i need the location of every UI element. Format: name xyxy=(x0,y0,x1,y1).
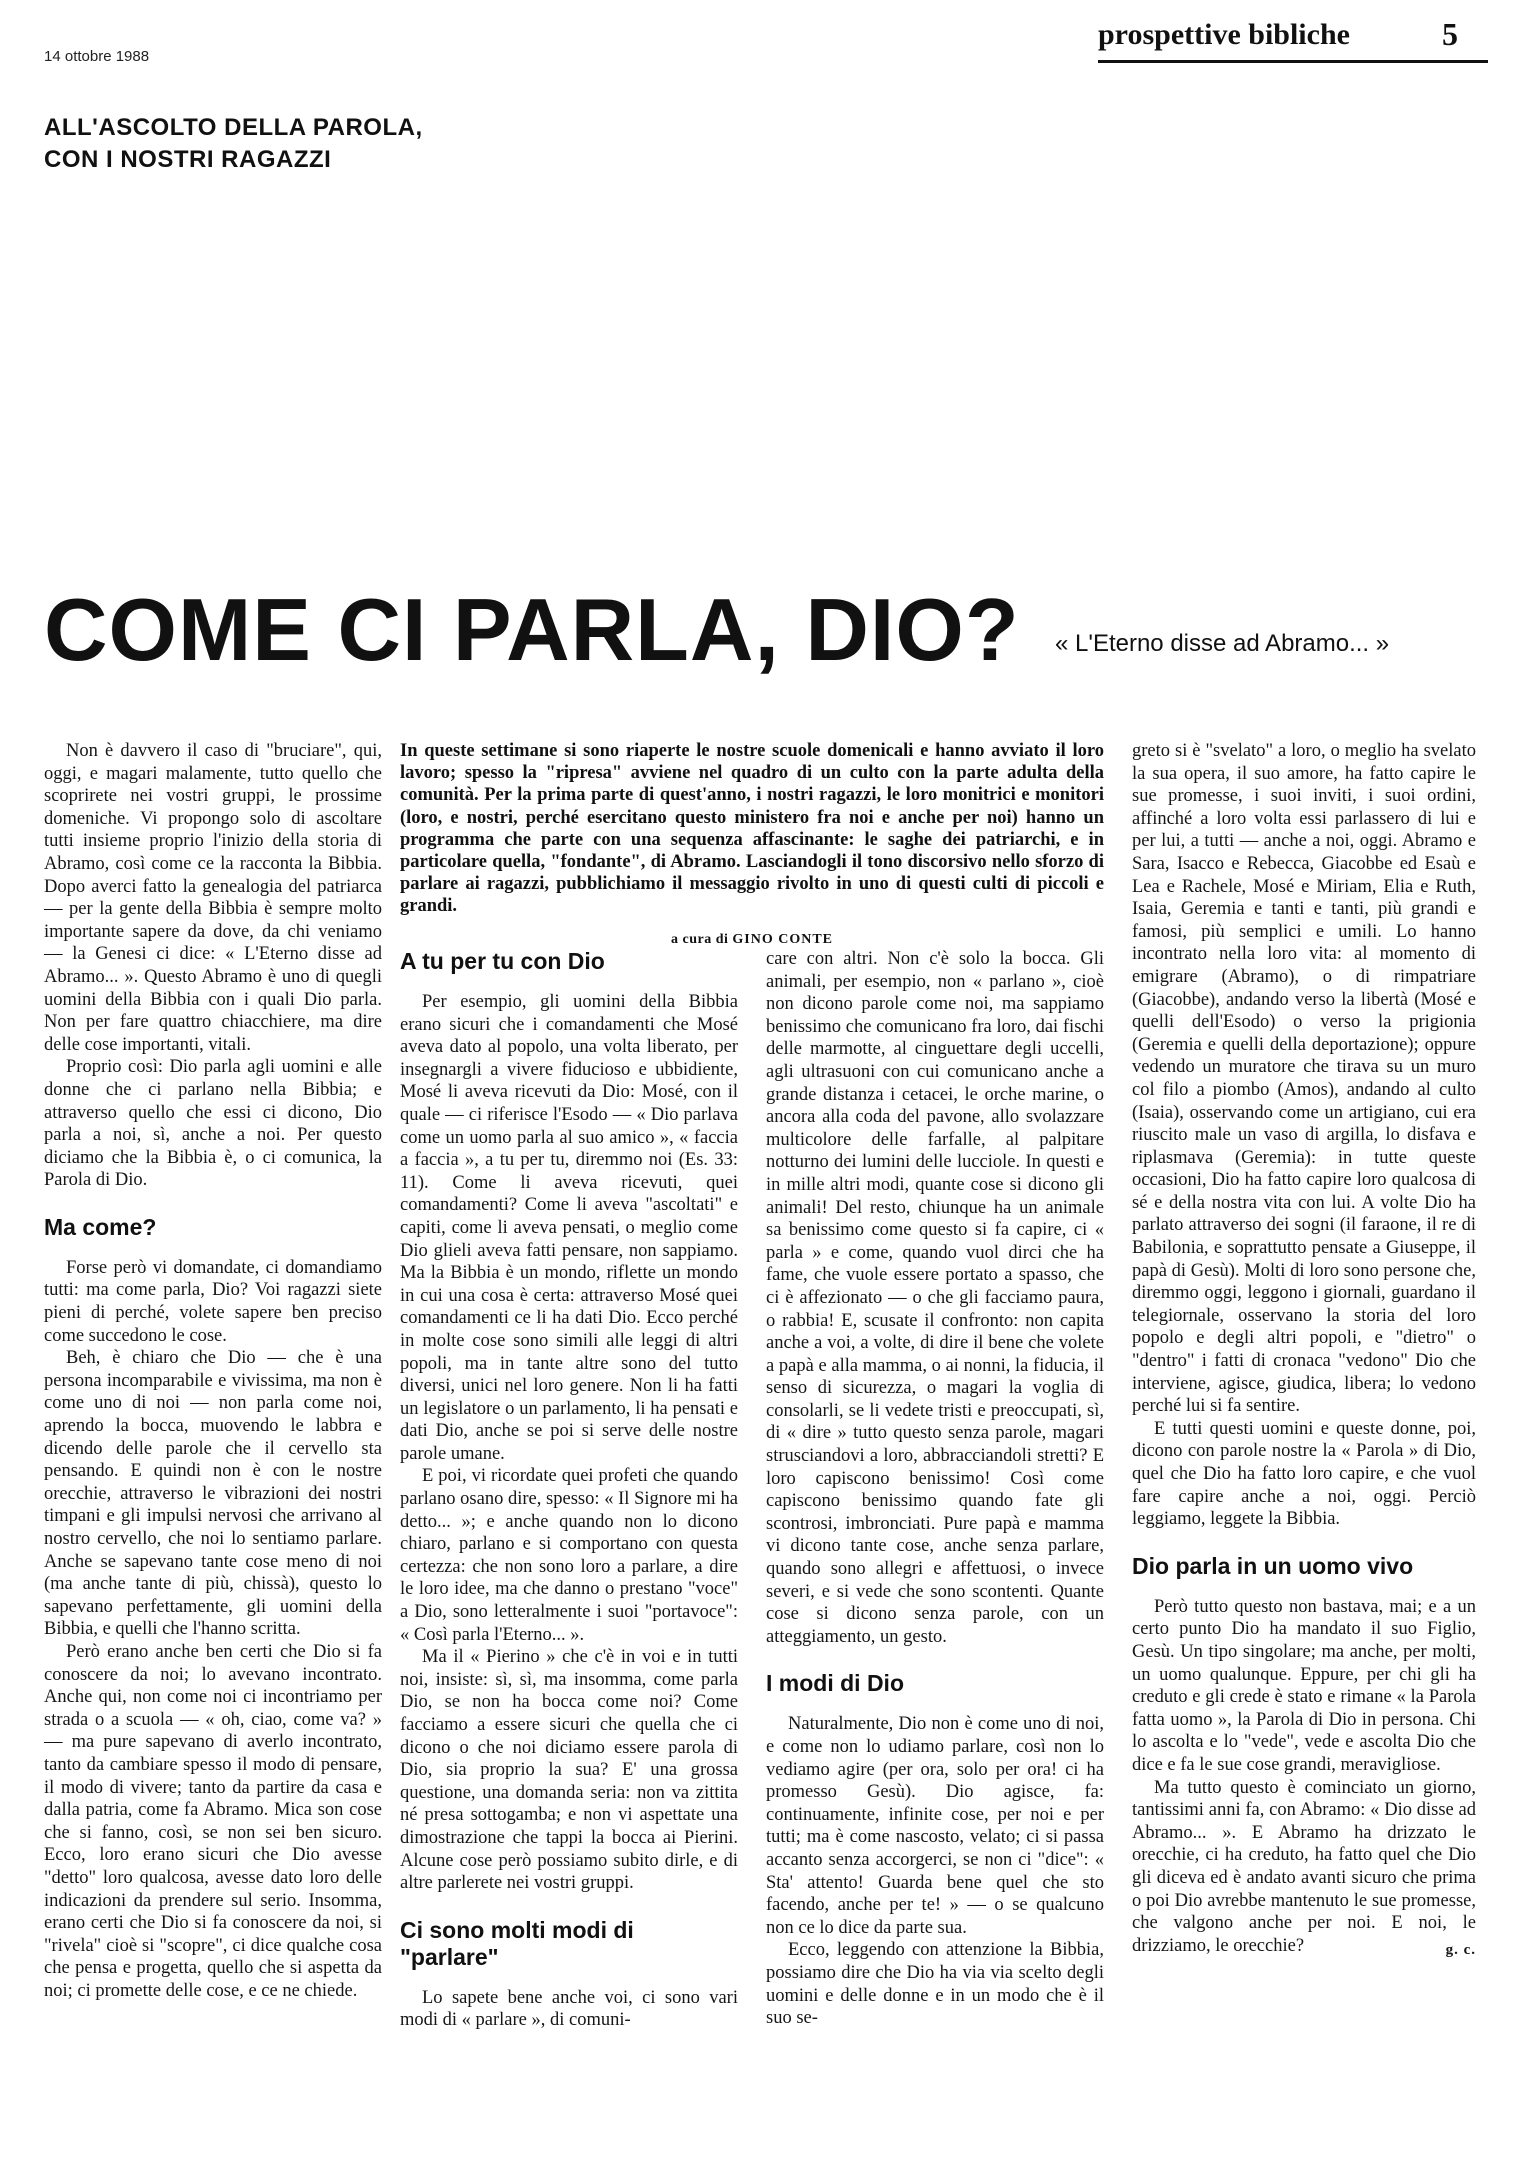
author-signature: g. c. xyxy=(1445,1942,1476,1959)
paragraph: Ecco, leggendo con attenzione la Bibbia, possiamo dire che Dio ha via via scelto degli uomini e delle donne e in un modo che è il suo se- xyxy=(766,1940,1104,2029)
column-4 xyxy=(1132,740,1476,1962)
paragraph: Ma il « Pierino » che c'è in voi e in tutti noi, insiste: sì, sì, ma insomma, come parla Dio, se non ha bocca come noi? Come facciamo a essere sicuri che quella che ci dicono o che noi diciamo essere parola di Dio, sia proprio la sua? E' una grossa questione, una domanda seria: non va zittita né presa sottogamba; e non vi aspettate una dimostrazione che tappi la bocca ai Pierini. Alcune cose però possiamo subito dirle, e di altre parlerete nei vostri gruppi. xyxy=(400,1647,738,1894)
paragraph: Beh, è chiaro che Dio — che è una persona incomparabile e vivissima, ma non è come uno di noi — non parla come noi, aprendo la bocca, muovendo le labbra e dicendo delle parole che il cervello sta pensando. E quindi non è con le nostre orecchie, attraverso le vibrazioni dei nostri timpani e gli impulsi nervosi che arrivano al nostro cervello, che noi lo sentiamo parlare. Anche se sapevano tante cose meno di noi (ma anche tante di più, chissà), questo lo sapevano perfettamente, gli uomini della Bibbia, e quelli che l'hanno scritta. xyxy=(44,1348,382,1640)
column-2 xyxy=(400,948,738,2032)
issue-date: 14 ottobre 1988 xyxy=(44,48,150,65)
paragraph: E tutti questi uomini e queste donne, poi, dicono con parole nostre la « Parola » di Dio, quel che Dio ha fatto loro capire, e che vuol fare capire anche a noi, oggi. Perciò leggiamo, leggete la Bibbia. xyxy=(1132,1418,1476,1530)
column-3 xyxy=(766,948,1104,2030)
page-number: 5 xyxy=(1442,16,1458,52)
byline xyxy=(400,932,1104,948)
header-rule xyxy=(1098,60,1488,63)
publication-name: prospettive bibliche xyxy=(1098,18,1350,51)
epigraph: « L'Eterno disse ad Abramo... » xyxy=(1055,630,1390,657)
paragraph: care con altri. Non c'è solo la bocca. Gli animali, per esempio, non « parlano », cioè non dicono parole come noi, ma sappiamo benissimo che comunicano fra loro, dai fischi delle marmotte, al cinguettare degli uccelli, agli ultrasuoni con cui comunicano anche a grande distanza i cetacei, le orche marine, o ancora alla coda del pavone, allo svolazzare multicolore delle farfalle, al palpitare notturno dei lumini delle lucciole. In questi e in mille altri modi, quante cose si dicono gli animali! Del resto, chiunque ha un animale sa benissimo come questo si fa capire, ci « parla » e come, quando vuol dirci che ha fame, che vuole essere portato a spasso, che ci è affezionato — o che gli facciamo paura, o rabbia! E, scusate il confronto: non capita anche a voi, a volte, di dire il bene che volete a papà e alla mamma, o ai nonni, la fiducia, il senso di sicurezza, o magari la voglia di consolarli, se li vedete tristi e preoccupati, sì, di « dire » tutto questo senza parole, magari strusciandovi a loro, abbracciandoli stretti? E loro capiscono benissimo! Così come capiscono benissimo quando fate gli scontrosi, imbronciati. Pure papà e mamma vi dicono tante cose, anche senza parlare, quando sono allegri e affettuosi, o invece severi, e si vede che sono scontenti. Quante cose si dicono senza parole, con un atteggiamento, un gesto. xyxy=(766,949,1104,1647)
paragraph: Forse però vi domandate, ci domandiamo tutti: ma come parla, Dio? Voi ragazzi siete pieni di perché, volete sapere ben preciso come succedono le cose. xyxy=(44,1257,382,1346)
byline-label: a cura di xyxy=(670,932,729,947)
subheading-uomo-vivo: Dio parla in un uomo vivo xyxy=(1132,1552,1414,1579)
subheading-ma-come: Ma come? xyxy=(44,1213,157,1240)
column-1 xyxy=(44,740,382,2002)
paragraph: Proprio così: Dio parla agli uomini e alle donne che ci parlano nella Bibbia; e attraverso quello che essi ci dicono, Dio parla a noi, sì, anche a noi. Per questo diciamo che la Bibbia è, o ci comunica, la Parola di Dio. xyxy=(44,1057,382,1191)
kicker-line-1: ALL'ASCOLTO DELLA PAROLA, xyxy=(44,114,423,141)
paragraph: Però tutto questo non bastava, mai; e a un certo punto Dio ha mandato il suo Figlio, Gesù. Un tipo singolare; ma anche, per molti, un uomo qualunque. Eppure, per chi gli ha creduto e gli crede è stato e rimane « la Parola fatta uomo », la Parola di Dio in persona. Chi lo ascolta e lo "vede", vede e ascolta Dio che dice e fa le sue cose grandi, meravigliose. xyxy=(1132,1596,1476,1775)
kicker-line-2: CON I NOSTRI RAGAZZI xyxy=(44,146,332,173)
article-title: COME CI PARLA, DIO? xyxy=(44,580,1020,679)
subheading-a-tu-per-tu: A tu per tu con Dio xyxy=(400,948,605,974)
paragraph: Lo sapete bene anche voi, ci sono vari modi di « parlare », di comuni- xyxy=(400,1987,738,2031)
paragraph: greto si è "svelato" a loro, o meglio ha svelato la sua opera, il suo amore, ha fatto capire le sue promesse, i suoi inviti, i suoi ordini, affinché a loro volta essi parlassero di lui e per lui, a tutti — anche a noi, oggi. Abramo e Sara, Isacco e Rebecca, Giacobbe ed Esaù e Lea e Rachele, Mosé e Miriam, Elia e Ruth, Isaia, Geremia e tanti e tanti, più grandi e famosi, più semplici e umili. Lo hanno incontrato nella loro vita: al momento di emigrare (Abramo), o di rimpatriare (Giacobbe), andando verso la libertà (Mosé e quelli dell'Esodo) o verso la prigionia (Geremia e quelli della deportazione); oppure vedendo un muratore che tirava su un muro col filo a piombo (Amos), andando al culto (Isaia), osservando come un artigiano, cui era riuscito male un vaso di argilla, lo disfava e riplasmava (Geremia): in tutte queste occasioni, Dio ha fatto capire loro qualcosa di sé e della nostra vita con lui. A volte Dio ha parlato attraverso dei sogni (il faraone, il re di Babilonia, e soprattutto pensate a Giuseppe, il papà di Gesù). Molti di loro sono persone che, diremmo oggi, leggono i giornali, guardano il telegiornale, osservano la storia del loro popolo e degli altri popoli, e "dietro" o "dentro" i fatti di cronaca "vedono" Dio che interviene, agisce, giudica, libera; lo vedono perché lui si fa sentire. xyxy=(1132,741,1476,1417)
article-intro: In queste settimane si sono riaperte le nostre scuole domenicali e hanno avviato il loro lavoro; spesso la "ripresa" avviene nel quadro di un culto con la parte adulta della comunità. Per la prima parte di quest'anno, i nostri ragazzi, le loro monitrici e monitori (loro, e nostri, perché esercitano questo ministero fra noi e anche per noi) hanno un programma che parte con una sequenza affascinante: le saghe dei patriarchi, e in particolare quella, "fondante", di Abramo. Lasciandogli il tono discorsivo nello sforzo di parlare ai ragazzi, pubblichiamo il messaggio rivolto in uno di questi culti di piccoli e grandi. xyxy=(400,741,1104,917)
paragraph: E poi, vi ricordate quei profeti che quando parlano osano dire, spesso: « Il Signore mi ha detto... »; e anche quando non lo dicono chiaro, parlano e si comportano con questa certezza: che non sono loro a parlare, a dire le loro idee, ma che danno o prestano "voce" a Dio, sono letteralmente i suoi "portavoce": « Così parla l'Eterno... ». xyxy=(400,1466,738,1645)
paragraph: Per esempio, gli uomini della Bibbia erano sicuri che i comandamenti che Mosé aveva dato al popolo, una volta liberato, per insegnargli a vivere fiducioso e ubbidiente, Mosé li aveva ricevuti da Dio: Mosé, con il quale — ci riferisce l'Esodo — « Dio parlava come un uomo parla al suo amico », « faccia a faccia », a tu per tu, diremmo noi (Es. 33: 11). Come li aveva ricevuti, quei comandamenti? Come li aveva "ascoltati" e capiti, come li aveva pensati, o meglio come Dio glieli aveva fatti pensare, non sappiamo. Ma la Bibbia è un mondo, riflette un mondo in cui una cosa è certa: attraverso Mosé quei comandamenti ce li ha dati Dio. Ecco perché in molte cose sono simili alle leggi di altri popoli, ma in tante altre sono del tutto diversi, unici nel loro genere. Non li ha fatti un legislatore o un parlamento, li ha pensati e dati Dio, anche se poi si serve delle nostre parole umane. xyxy=(400,992,738,1464)
paragraph: Però erano anche ben certi che Dio si fa conoscere da noi; lo avevano incontrato. Anche qui, non come noi ci incontriamo per strada o a scuola — « oh, ciao, come va? » — ma pure sapevano di averlo incontrato, tanto da cambiare spesso il modo di pensare, il modo di vivere; tanto da partire da casa e dalla patria, come fa Abramo. Mica son cose che si fanno, così, se non sei ben sicuro. Ecco, loro erano sicuri che Dio avesse "detto" loro qualcosa, avesse dato loro delle indicazioni da prendere sul serio. Insomma, erano certi che Dio si fa conoscere da noi, si "rivela" cioè si "scopre", ci dice qualche cosa che pensa e progetta, quello che si aspetta da noi; ci promette delle cose, e ce ne chiede. xyxy=(44,1641,382,2001)
paragraph: Non è davvero il caso di "bruciare", qui, oggi, e magari malamente, tutto quello che scoprirete nei vostri gruppi, le prossime domeniche. Vi propongo solo di ascoltare tutti insieme proprio l'inizio della storia di Abramo, così come ce la racconta la Bibbia. Dopo averci fatto la genealogia del patriarca — per la gente della Bibbia è sempre molto importante sapere da dove, da chi veniamo — la Genesi ci dice: « L'Eterno disse ad Abramo... ». Questo Abramo è uno di quegli uomini della Bibbia con i quali Dio parla. Non per fare quattro chiacchiere, ma dire delle cose importanti, vitali. xyxy=(44,741,382,1055)
subheading-i-modi-di-dio: I modi di Dio xyxy=(766,1670,904,1697)
paragraph: Naturalmente, Dio non è come uno di noi, e come non lo udiamo parlare, così non lo vediamo agire (per ora, solo per ora! ci ha promesso Gesù). Dio agisce, fa: continuamente, infinite cose, per noi e per tutti; ma è come nascosto, velato; ci si passa accanto senza accorgerci, se non ci "dice": « Sta' attento! Guarda bene quel che sto facendo, anche per te! » — o se qualcuno non ce lo dice da parte sua. xyxy=(766,1714,1104,1938)
kicker xyxy=(44,112,423,176)
byline-author: GINO CONTE xyxy=(732,932,833,947)
paragraph: Ma tutto questo è cominciato un giorno, tantissimi anni fa, con Abramo: « Dio disse ad Abramo... ». E Abramo ha drizzato le orecchie, ci ha creduto, ha fatto quel che Dio gli diceva ed è andato avanti sicuro che prima o poi Dio avrebbe mantenuto le sue promesse, che valgono anche per noi. E noi, le drizziamo, le orecchie? xyxy=(1132,1777,1476,1956)
subheading-molti-modi: Ci sono molti modi di "parlare" xyxy=(400,1916,634,1970)
